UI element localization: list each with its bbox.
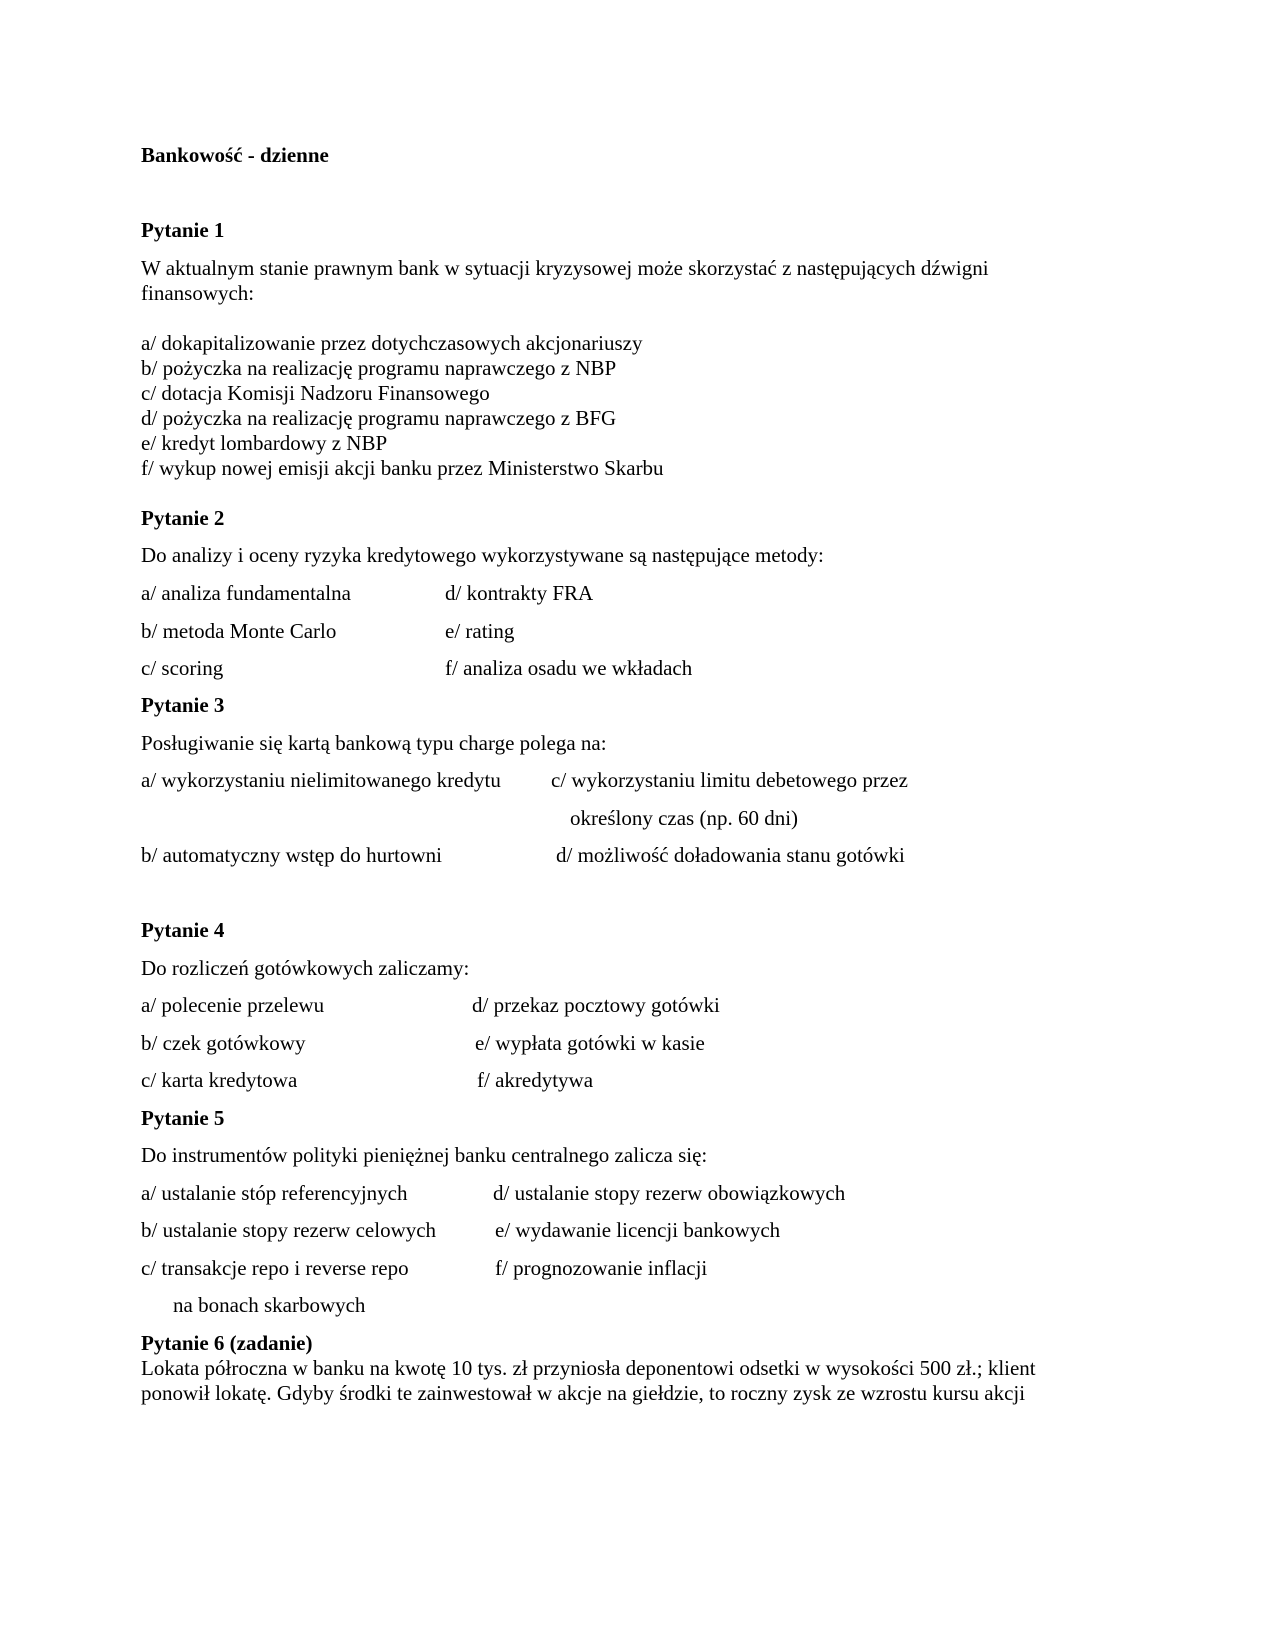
question-1-option-c: c/ dotacja Komisji Nadzoru Finansowego [141, 381, 490, 405]
question-4-option-d: d/ przekaz pocztowy gotówki [472, 993, 720, 1017]
question-1-text: W aktualnym stanie prawnym bank w sytuacji kryzysowej może skorzystać z następujących dźwigni [141, 256, 989, 280]
question-4-option-e: e/ wypłata gotówki w kasie [475, 1031, 705, 1055]
question-6-heading: Pytanie 6 (zadanie) [141, 1331, 313, 1355]
question-3-option-b: b/ automatyczny wstęp do hurtowni [141, 843, 442, 867]
question-5-option-f: f/ prognozowanie inflacji [495, 1256, 708, 1280]
question-2-text: Do analizy i oceny ryzyka kredytowego wykorzystywane są następujące metody: [141, 543, 824, 567]
question-4-option-f: f/ akredytywa [477, 1068, 594, 1092]
question-2-option-f: f/ analiza osadu we wkładach [445, 656, 693, 680]
question-4-option-c: c/ karta kredytowa [141, 1068, 298, 1092]
question-1-option-a: a/ dokapitalizowanie przez dotychczasowych akcjonariuszy [141, 331, 643, 355]
question-4-option-a: a/ polecenie przelewu [141, 993, 325, 1017]
question-2-option-e: e/ rating [445, 619, 515, 643]
question-3-text: Posługiwanie się kartą bankową typu charge polega na: [141, 731, 607, 755]
question-5-option-c-cont: na bonach skarbowych [173, 1293, 366, 1317]
question-3-option-a: a/ wykorzystaniu nielimitowanego kredytu [141, 768, 501, 792]
question-1-option-e: e/ kredyt lombardowy z NBP [141, 431, 388, 455]
question-2-option-c: c/ scoring [141, 656, 224, 680]
question-4-option-b: b/ czek gotówkowy [141, 1031, 306, 1055]
question-2-heading: Pytanie 2 [141, 506, 225, 530]
question-1-option-b: b/ pożyczka na realizację programu naprawczego z NBP [141, 356, 617, 380]
question-6-text: Lokata półroczna w banku na kwotę 10 tys. zł przyniosła deponentowi odsetki w wysokości 500 zł.; klient [141, 1356, 1036, 1380]
question-5-option-d: d/ ustalanie stopy rezerw obowiązkowych [493, 1181, 846, 1205]
question-2-option-a: a/ analiza fundamentalna [141, 581, 351, 605]
question-6-text-cont: ponowił lokatę. Gdyby środki te zainwestował w akcje na giełdzie, to roczny zysk ze wzrostu kursu akcji [141, 1381, 1026, 1405]
question-5-option-b: b/ ustalanie stopy rezerw celowych [141, 1218, 437, 1242]
question-3-option-d: d/ możliwość doładowania stanu gotówki [556, 843, 905, 867]
question-2-option-d: d/ kontrakty FRA [445, 581, 594, 605]
question-3-option-c: c/ wykorzystaniu limitu debetowego przez [551, 768, 908, 792]
question-1-option-d: d/ pożyczka na realizację programu naprawczego z BFG [141, 406, 617, 430]
question-5-text: Do instrumentów polityki pieniężnej banku centralnego zalicza się: [141, 1143, 708, 1167]
question-1-text-cont: finansowych: [141, 281, 255, 305]
question-1-option-f: f/ wykup nowej emisji akcji banku przez Ministerstwo Skarbu [141, 456, 664, 480]
question-5-option-c: c/ transakcje repo i reverse repo [141, 1256, 409, 1280]
question-5-option-e: e/ wydawanie licencji bankowych [495, 1218, 781, 1242]
question-3-option-c-cont: określony czas (np. 60 dni) [570, 806, 799, 830]
question-4-heading: Pytanie 4 [141, 918, 225, 942]
document-title: Bankowość - dzienne [141, 143, 329, 167]
question-3-heading: Pytanie 3 [141, 693, 225, 717]
question-1-heading: Pytanie 1 [141, 218, 225, 242]
question-5-heading: Pytanie 5 [141, 1106, 225, 1130]
question-2-option-b: b/ metoda Monte Carlo [141, 619, 337, 643]
question-5-option-a: a/ ustalanie stóp referencyjnych [141, 1181, 408, 1205]
question-4-text: Do rozliczeń gotówkowych zaliczamy: [141, 956, 470, 980]
